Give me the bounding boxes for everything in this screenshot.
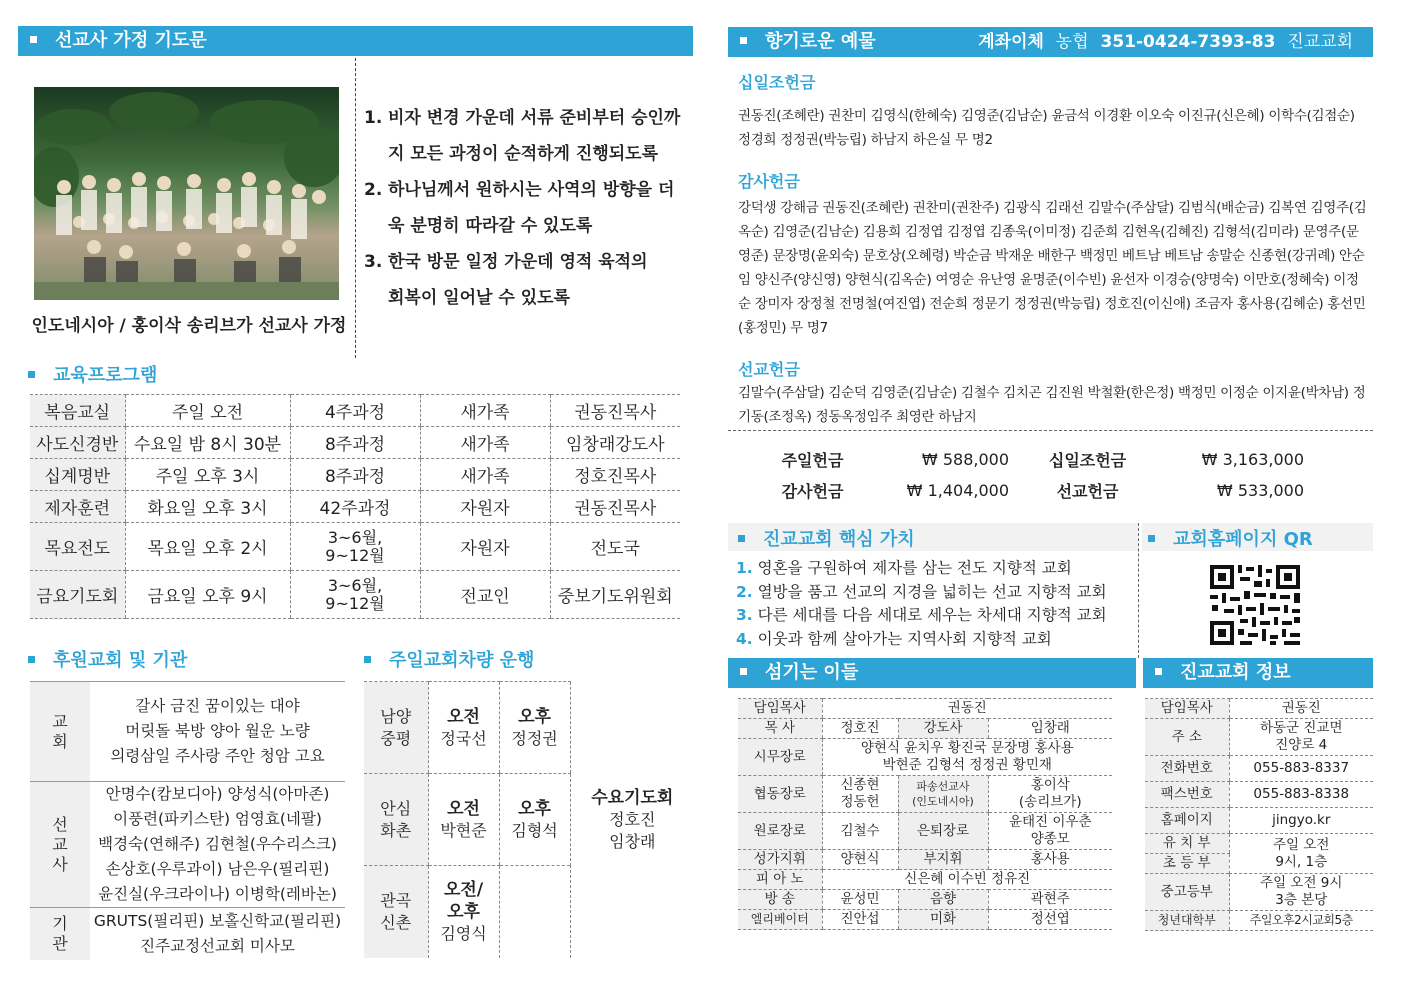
info-label-pastor: 담임목사 bbox=[1145, 699, 1229, 719]
missionary-prayer-header: 선교사 가정 기도문 bbox=[18, 26, 693, 56]
info-label-college: 청년대학부 bbox=[1145, 911, 1229, 931]
info-label-homepage: 홈페이지 bbox=[1145, 808, 1229, 834]
info-college: 주일오후2시교회5층 bbox=[1229, 911, 1373, 931]
tithe-names: 권동진(조혜란) 권찬미 김영식(한혜숙) 김영준(김남순) 윤금석 이경환 이오숙 이진규(신은혜) 이학수(김점순) 정경희 정정권(박능립) 하남지 하은실 무 명2 bbox=[738, 108, 1355, 148]
education-cell: 복음교실 bbox=[30, 395, 125, 427]
svc-broadcast-c: 곽현주 bbox=[988, 890, 1112, 910]
prayer-item-3: 3. 한국 방문 일정 가운데 영적 육적의 bbox=[364, 252, 648, 272]
svc-label-coop: 협동장로 bbox=[738, 776, 822, 813]
education-cell: 자원자 bbox=[420, 491, 550, 523]
servants-table bbox=[738, 698, 1112, 930]
svc-label-emeritus: 원로장로 bbox=[738, 813, 822, 850]
qr-code-icon[interactable] bbox=[1208, 563, 1302, 647]
route-1-pm: 오후 정정권 bbox=[499, 682, 570, 774]
support-missionary-label: 선 교 사 bbox=[30, 782, 90, 908]
svc-label-piano: 피 아 노 bbox=[738, 870, 822, 890]
route-1-am: 오전 정국선 bbox=[428, 682, 499, 774]
support-missionary-list: 안명수(캄보디아) 양성식(아마존) 이풍련(파키스탄) 엄영효(네팔) 백경숙(연해주) 김현철(우수리스크) 손상호(우루과이) 남은우(필리핀) 윤진실(우크라이나) 이병학(레바논) bbox=[90, 782, 345, 908]
svc-broadcast-b: 음향 bbox=[898, 890, 988, 910]
education-cell: 42주과정 bbox=[290, 491, 420, 523]
svc-choir-b: 부지휘 bbox=[898, 850, 988, 870]
offering-header: 향기로운 예물 계좌이체 농협 351-0424-7393-83 진교교회 bbox=[728, 27, 1373, 57]
svc-minister-a: 정호진 bbox=[822, 719, 898, 739]
info-phone: 055-883-8337 bbox=[1229, 756, 1373, 782]
vehicle-header: 주일교회차량 운행 bbox=[364, 646, 534, 672]
education-cell: 목요일 오후 2시 bbox=[125, 523, 290, 571]
total-value-thanks: ₩ 1,404,000 bbox=[906, 481, 1009, 500]
prayer-item-1-cont: 지 모든 과정이 순적하게 진행되도록 bbox=[388, 144, 659, 164]
support-org-label: 기 관 bbox=[30, 908, 90, 960]
route-area-2: 안심 화촌 bbox=[364, 774, 428, 866]
education-row bbox=[30, 427, 680, 459]
svc-choir-c: 홍사용 bbox=[988, 850, 1112, 870]
svc-minister-b: 강도사 bbox=[898, 719, 988, 739]
education-header: 교육프로그램 bbox=[28, 361, 157, 387]
total-value-mission: ₩ 533,000 bbox=[1216, 481, 1304, 500]
education-cell: 새가족 bbox=[420, 459, 550, 491]
offering-divider bbox=[728, 430, 1373, 431]
education-row bbox=[30, 459, 680, 491]
prayer-item-1: 1. 비자 변경 가운데 서류 준비부터 승인까 bbox=[364, 108, 681, 128]
svc-emeritus-c: 윤태진 이우춘 양종모 bbox=[988, 813, 1112, 850]
tithe-title: 십일조헌금 bbox=[738, 73, 816, 92]
svc-emeritus-b: 은퇴장로 bbox=[898, 813, 988, 850]
info-label-address: 주 소 bbox=[1145, 719, 1229, 756]
education-row bbox=[30, 523, 680, 571]
svc-coop-c: 홍이삭 (송리브가) bbox=[988, 776, 1112, 813]
support-table bbox=[30, 681, 345, 960]
svc-elevator-b: 미화 bbox=[898, 910, 988, 930]
mission-title: 선교헌금 bbox=[738, 360, 800, 379]
prayer-list bbox=[364, 100, 694, 316]
svc-emeritus-a: 김철수 bbox=[822, 813, 898, 850]
education-cell: 주일 오후 3시 bbox=[125, 459, 290, 491]
education-cell: 새가족 bbox=[420, 427, 550, 459]
education-cell: 권동진목사 bbox=[550, 491, 680, 523]
education-table bbox=[30, 394, 680, 619]
info-kinder: 주일 오전 9시, 1층 bbox=[1229, 834, 1373, 874]
svc-label-elevator: 엘리베이터 bbox=[738, 910, 822, 930]
info-homepage[interactable]: jingyo.kr bbox=[1229, 808, 1373, 834]
education-cell: 3~6월, 9~12월 bbox=[290, 523, 420, 571]
education-cell: 전도국 bbox=[550, 523, 680, 571]
support-header: 후원교회 및 기관 bbox=[28, 646, 187, 672]
route-3-am: 오전/ 오후 김영식 bbox=[428, 866, 499, 958]
svc-minister-c: 임창래 bbox=[988, 719, 1112, 739]
education-cell: 십계명반 bbox=[30, 459, 125, 491]
support-org-list: GRUTS(필리핀) 보홀신학교(필리핀) 진주교정선교회 미사모 bbox=[93, 911, 342, 955]
education-cell: 8주과정 bbox=[290, 427, 420, 459]
missionary-family-photo bbox=[34, 87, 339, 300]
mission-names: 김말수(주삼달) 김순덕 김영준(김남순) 김철수 김치곤 김진원 박철환(한은정) 백정민 이정순 이지윤(박차남) 정기동(조정옥) 정동옥정임주 최영란 하남지 bbox=[738, 385, 1366, 425]
info-fax: 055-883-8338 bbox=[1229, 782, 1373, 808]
education-cell: 새가족 bbox=[420, 395, 550, 427]
church-info-table bbox=[1145, 698, 1373, 931]
svc-label-choir: 성가지휘 bbox=[738, 850, 822, 870]
svc-elevator-c: 정선엽 bbox=[988, 910, 1112, 930]
education-row bbox=[30, 491, 680, 523]
prayer-item-2: 2. 하나님께서 원하시는 사역의 방향을 더 bbox=[364, 180, 675, 200]
info-label-elementary: 초 등 부 bbox=[1145, 854, 1229, 874]
total-value-sunday: ₩ 588,000 bbox=[921, 450, 1009, 469]
svc-elders: 양현식 윤치우 황진국 문장명 홍사용 박현준 김형석 정정권 황민재 bbox=[822, 739, 1112, 776]
education-cell: 금요일 오후 9시 bbox=[125, 571, 290, 619]
info-pastor: 권동진 bbox=[1229, 699, 1373, 719]
education-cell: 임창래강도사 bbox=[550, 427, 680, 459]
info-label-youth: 중고등부 bbox=[1145, 874, 1229, 911]
qr-header: 교회홈페이지 QR bbox=[1148, 525, 1313, 551]
education-row bbox=[30, 571, 680, 619]
route-area-1: 남양 중평 bbox=[364, 682, 428, 774]
prayer-item-3-cont: 회복이 일어날 수 있도록 bbox=[388, 288, 570, 308]
total-value-tithe: ₩ 3,163,000 bbox=[1201, 450, 1304, 469]
education-cell: 중보기도위원회 bbox=[550, 571, 680, 619]
value-item-3: 3. 다른 세대를 다음 세대로 세우는 차세대 지향적 교회 bbox=[736, 606, 1107, 624]
education-row bbox=[30, 395, 680, 427]
education-cell: 사도신경반 bbox=[30, 427, 125, 459]
svc-piano: 신은혜 이수빈 정유진 bbox=[822, 870, 1112, 890]
education-cell: 권동진목사 bbox=[550, 395, 680, 427]
info-label-fax: 팩스번호 bbox=[1145, 782, 1229, 808]
values-header: 진교교회 핵심 가치 bbox=[738, 525, 915, 551]
wednesday-drivers: 수요기도회 정호진 임창래 bbox=[570, 682, 694, 958]
thanks-title: 감사헌금 bbox=[738, 172, 800, 191]
route-2-am: 오전 박현준 bbox=[428, 774, 499, 866]
education-cell: 목요전도 bbox=[30, 523, 125, 571]
route-2-pm: 오후 김형석 bbox=[499, 774, 570, 866]
education-cell: 전교인 bbox=[420, 571, 550, 619]
info-label-kinder: 유 치 부 bbox=[1145, 834, 1229, 854]
education-cell: 4주과정 bbox=[290, 395, 420, 427]
route-area-3: 관곡 신촌 bbox=[364, 866, 428, 958]
svc-choir-a: 양현식 bbox=[822, 850, 898, 870]
values-divider bbox=[1138, 523, 1139, 658]
info-header: 진교교회 정보 bbox=[1143, 658, 1373, 688]
value-item-4: 4. 이웃과 함께 살아가는 지역사회 지향적 교회 bbox=[736, 629, 1052, 648]
total-label-mission: 선교헌금 bbox=[1056, 482, 1119, 501]
education-cell: 수요일 밤 8시 30분 bbox=[125, 427, 290, 459]
account-info: 계좌이체 농협 351-0424-7393-83 진교교회 bbox=[978, 32, 1353, 52]
total-label-sunday: 주일헌금 bbox=[781, 451, 844, 470]
svc-pastor: 권동진 bbox=[822, 699, 1112, 719]
info-label-phone: 전화번호 bbox=[1145, 756, 1229, 782]
education-cell: 정호진목사 bbox=[550, 459, 680, 491]
photo-caption: 인도네시아 / 홍이삭 송리브가 선교사 가정 bbox=[31, 316, 347, 336]
divider-line bbox=[355, 58, 356, 358]
svc-coop-a: 신종현 정동헌 bbox=[822, 776, 898, 813]
education-cell: 8주과정 bbox=[290, 459, 420, 491]
prayer-item-2-cont: 욱 분명히 따라갈 수 있도록 bbox=[388, 216, 593, 236]
servants-header: 섬기는 이들 bbox=[728, 658, 1136, 688]
svc-elevator-a: 진안섭 bbox=[822, 910, 898, 930]
thanks-names: 강덕생 강해금 권동진(조혜란) 권찬미(권찬주) 김광식 김래선 김말수(주삼달) 김범식(배순금) 김복연 김영주(김옥순) 김영준(김남순) 김용희 김정엽 김정엽 김종욱(이미정) 김준희 김현옥(김혜진) 김형석(김미라) 문영주(문영준) 문장명(윤외숙) 문호상(오혜령) 박순금 박재운 배한구 백정민 베트남 베트남 송말순 신종현(강귀례) 안순임 양신주(양신영) 양현식(김옥순) 여영순 유난영 윤명준(이수빈) 윤선자 이경승(양명숙) 이만호(정혜숙) 이정순 장미자 장정철 전명철(여진엽) 전순희 정문기 정정권(박능립) 정호진(이신애) 조금자 홍사용(김혜순) 홍선민(홍정민) 무 명7 bbox=[738, 200, 1367, 336]
offering-totals bbox=[740, 444, 1310, 506]
value-item-1: 1. 영혼을 구원하여 제자를 삼는 전도 지향적 교회 bbox=[736, 559, 1072, 577]
svc-label-broadcast: 방 송 bbox=[738, 890, 822, 910]
education-cell: 자원자 bbox=[420, 523, 550, 571]
education-cell: 3~6월, 9~12월 bbox=[290, 571, 420, 619]
education-cell: 주일 오전 bbox=[125, 395, 290, 427]
vehicle-table bbox=[364, 681, 694, 958]
education-cell: 금요기도회 bbox=[30, 571, 125, 619]
support-church-label: 교 회 bbox=[30, 682, 90, 782]
education-cell: 제자훈련 bbox=[30, 491, 125, 523]
route-3-pm bbox=[499, 866, 570, 958]
support-church-list: 갈사 금진 꿈이있는 대야 머릿돌 북방 양아 월운 노량 의령삼일 주사랑 주안 청암 고요 bbox=[90, 682, 345, 782]
values-list bbox=[736, 557, 1107, 651]
value-item-2: 2. 열방을 품고 선교의 지경을 넓히는 선교 지향적 교회 bbox=[736, 582, 1107, 601]
education-cell: 화요일 오후 3시 bbox=[125, 491, 290, 523]
total-label-thanks: 감사헌금 bbox=[781, 482, 844, 501]
svc-broadcast-a: 윤성민 bbox=[822, 890, 898, 910]
total-label-tithe: 십일조헌금 bbox=[1048, 451, 1127, 470]
svc-coop-b: 파송선교사 (인도네시아) bbox=[898, 776, 988, 813]
svc-label-elders: 시무장로 bbox=[738, 739, 822, 776]
svc-label-minister: 목 사 bbox=[738, 719, 822, 739]
info-youth: 주일 오전 9시 3층 본당 bbox=[1229, 874, 1373, 911]
svc-label-pastor: 담임목사 bbox=[738, 699, 822, 719]
info-address: 하동군 진교면 진양로 4 bbox=[1229, 719, 1373, 756]
